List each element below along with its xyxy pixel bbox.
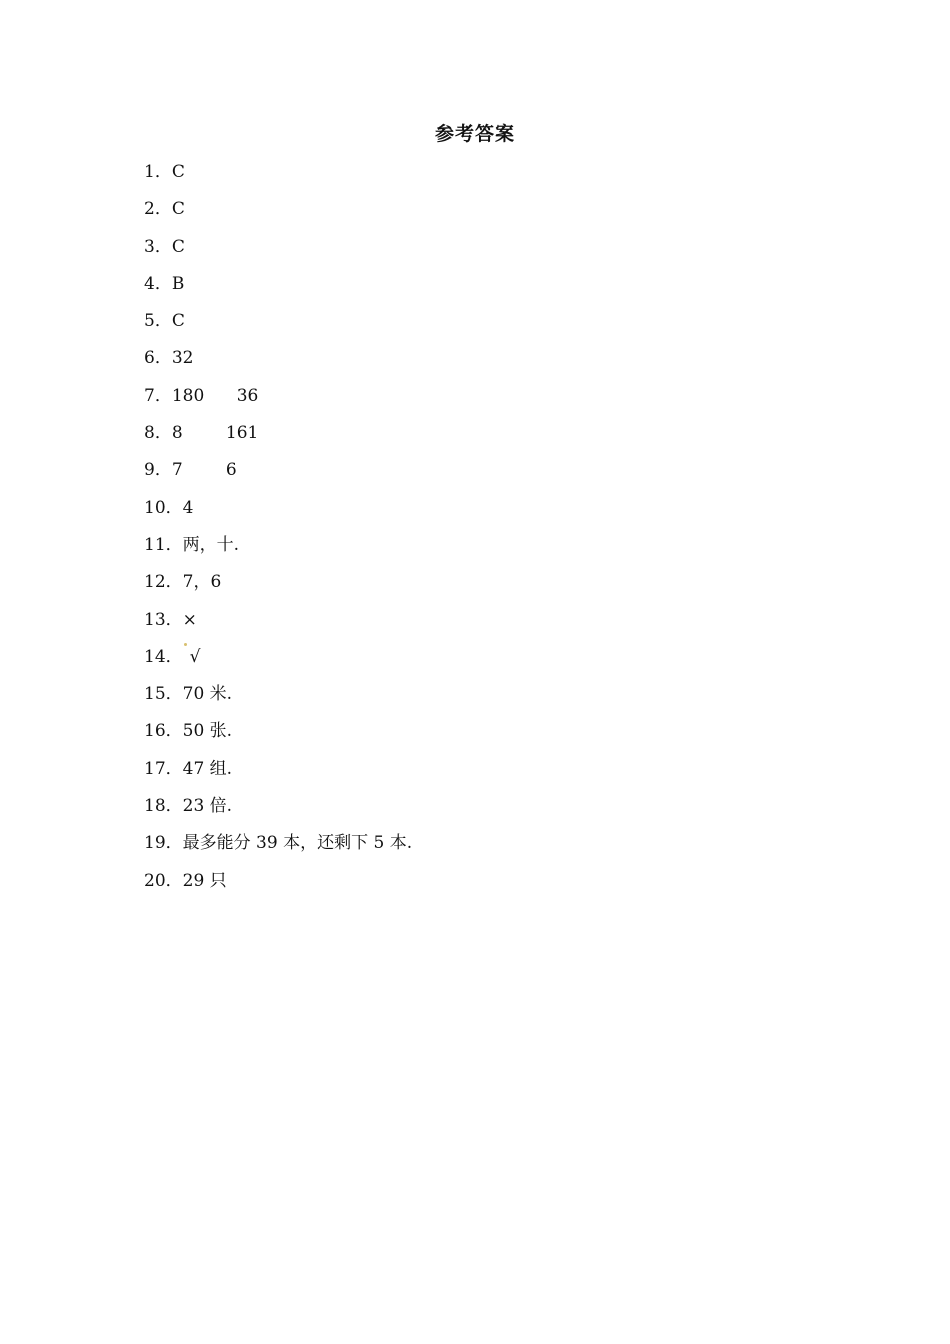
answer-item-18 [144, 792, 412, 829]
answer-item-7 [144, 382, 412, 419]
answer-item-13 [144, 606, 412, 643]
answer-list [144, 158, 412, 904]
answer-item-12 [144, 568, 412, 605]
answer-item-9 [144, 456, 412, 493]
answer-number: 7． [144, 385, 172, 406]
answer-item-6 [144, 344, 412, 381]
answer-item-5 [144, 307, 412, 344]
answer-item-4 [144, 270, 412, 307]
answer-number: 11． [144, 534, 183, 555]
answer-item-19 [144, 829, 412, 866]
answer-value: 29 只 [182, 870, 227, 891]
answer-number: 2． [144, 199, 172, 220]
answer-value: × [182, 609, 197, 630]
answer-value: 180 36 [171, 385, 259, 406]
answer-value: 50 张. [182, 721, 233, 742]
answer-value: C [171, 199, 185, 220]
answer-number: 19． [144, 833, 183, 854]
answer-item-17 [144, 755, 412, 792]
answer-number: 5． [144, 311, 172, 332]
answer-value: 两，十. [182, 534, 240, 555]
answer-value: C [171, 162, 185, 182]
answer-number: 1． [144, 162, 172, 182]
answer-item-10 [144, 494, 412, 531]
answer-number: 10． [144, 497, 183, 518]
answer-item-8 [144, 419, 412, 456]
answer-number: 6． [144, 348, 172, 369]
answer-value: √ [189, 646, 201, 667]
answer-item-3 [144, 233, 412, 270]
answer-number: 17． [144, 758, 183, 779]
answer-item-14 [144, 643, 412, 680]
answer-value: 23 倍. [182, 796, 233, 817]
answer-item-1 [144, 158, 412, 195]
answer-value: 32 [171, 348, 194, 369]
answer-value: 最多能分 39 本，还剩下 5 本. [182, 833, 413, 854]
answer-number: 14． [144, 646, 183, 667]
answer-number: 12． [144, 572, 183, 593]
answer-value: B [171, 273, 185, 294]
answer-value: C [171, 236, 185, 257]
answer-number: 8． [144, 423, 172, 444]
answer-number: 20． [144, 870, 183, 891]
answer-number: 4． [144, 273, 172, 294]
answer-value: 4 [182, 497, 194, 518]
answer-value: 7，6 [182, 572, 222, 593]
answer-item-16 [144, 717, 412, 754]
answer-item-20 [144, 867, 412, 904]
answer-value: 7 6 [171, 460, 237, 481]
answer-number: 15． [144, 684, 183, 705]
answer-number: 18． [144, 796, 183, 817]
answer-value: 47 组. [182, 758, 233, 779]
answer-number: 3． [144, 236, 172, 257]
answer-item-15 [144, 680, 412, 717]
answer-number: 9． [144, 460, 172, 481]
answer-number: 16． [144, 721, 183, 742]
dot-mark [184, 643, 187, 646]
page-title: 参考答案 [434, 123, 515, 145]
answer-item-2 [144, 195, 412, 232]
answer-value: 8 161 [171, 423, 259, 444]
answer-number: 13． [144, 609, 183, 630]
answer-value: C [171, 311, 185, 332]
answer-value: 70 米. [182, 684, 233, 705]
answer-item-11 [144, 531, 412, 568]
